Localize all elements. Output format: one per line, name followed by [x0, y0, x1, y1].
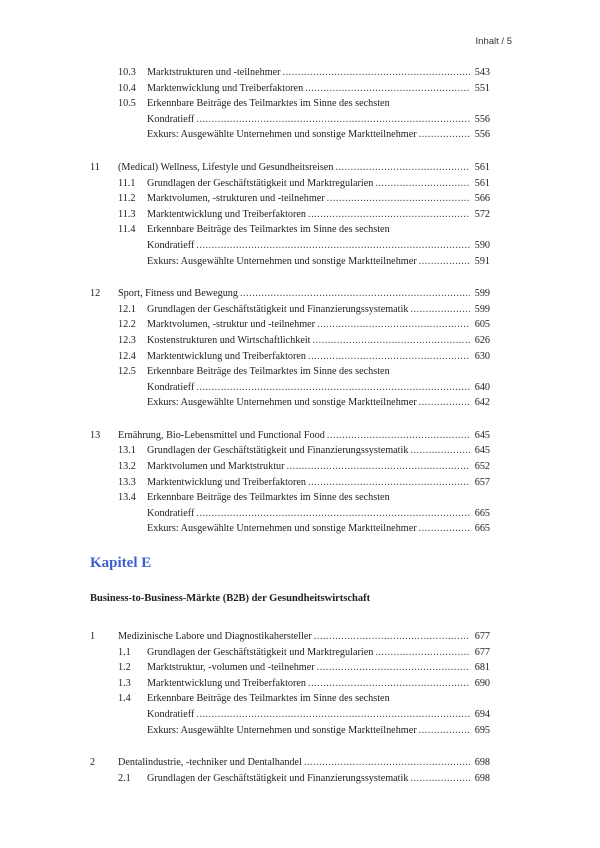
toc-entry-title: Medizinische Labore und Diagnostikahersteller [118, 631, 312, 643]
toc-entry-title: Erkennbare Beiträge des Teilmarktes im Sinne des sechsten [147, 693, 390, 705]
toc-entry-body [147, 691, 490, 707]
toc-entry-body [147, 676, 490, 692]
toc-entry[interactable] [90, 443, 490, 459]
toc-entry[interactable] [90, 254, 490, 270]
toc-entry[interactable] [90, 286, 490, 302]
toc-entry-page: 665 [474, 523, 490, 535]
toc-entry-page: 599 [474, 303, 490, 315]
toc-leader-dots [417, 127, 470, 143]
toc-entry-title: Erkennbare Beiträge des Teilmarktes im Sinne des sechsten [147, 98, 390, 110]
toc-leader-dots [417, 723, 470, 739]
toc-entry-number: 11 [90, 161, 100, 173]
toc-spacer [90, 143, 490, 160]
toc-entry-title: Exkurs: Ausgewählte Unternehmen und sonstige Marktteilnehmer [147, 523, 417, 535]
toc-entry-page: 677 [474, 646, 490, 658]
toc-entry[interactable] [90, 333, 490, 349]
toc-entry-number: 13.1 [118, 445, 136, 457]
toc-entry-page: 566 [474, 193, 490, 205]
toc-entry[interactable] [90, 428, 490, 444]
toc-spacer [90, 411, 490, 428]
toc-entry-page: 695 [474, 724, 490, 736]
toc-leader-dots [333, 160, 470, 176]
toc-leader-dots [238, 286, 470, 302]
toc-leader-dots [408, 443, 470, 459]
toc-entry-body [147, 238, 490, 254]
toc-entry[interactable] [90, 475, 490, 491]
toc-entry-title: Grundlagen der Geschäftstätigkeit und Marktregularien [147, 177, 374, 189]
toc-entry-body [147, 490, 490, 506]
toc-entry[interactable] [90, 707, 490, 723]
toc-leader-dots [325, 191, 470, 207]
toc-leader-dots [194, 506, 470, 522]
toc-entry-page: 590 [474, 239, 490, 251]
toc-entry-body [147, 506, 490, 522]
toc-entry-title: Grundlagen der Geschäftstätigkeit und Finanzierungssystematik [147, 772, 409, 784]
toc-entry-body [147, 333, 490, 349]
toc-entry-body [147, 127, 490, 143]
toc-entry-body [147, 81, 490, 97]
toc-entry-number: 1.3 [118, 677, 131, 689]
toc-entry-title: Marktstrukturen und -teilnehmer [147, 67, 281, 78]
toc-entry-body [147, 112, 490, 128]
toc-entry-body [147, 349, 490, 365]
toc-entry[interactable] [90, 96, 490, 112]
toc-entry-body [147, 521, 490, 537]
toc-entry-number: 10.5 [118, 98, 136, 110]
toc-entry-body [147, 660, 490, 676]
toc-entry-body [147, 302, 490, 318]
toc-entry-body [147, 65, 490, 81]
toc-leader-dots [417, 521, 470, 537]
toc-entry-number: 12.5 [118, 366, 136, 378]
toc-entry-body [118, 629, 490, 645]
toc-entry-title: Kostenstrukturen und Wirtschaftlichkeit [147, 334, 311, 346]
toc-entry-body [147, 96, 490, 112]
toc-leader-dots [306, 207, 470, 223]
toc-entry-page: 556 [474, 129, 490, 141]
toc-entry-number: 12.2 [118, 319, 136, 331]
toc-leader-dots [194, 380, 470, 396]
toc-leader-dots [325, 428, 470, 444]
toc-entry-title: Marktentwicklung und Treiberfaktoren [147, 476, 307, 488]
toc-entry-title: Exkurs: Ausgewählte Unternehmen und sonstige Marktteilnehmer [147, 724, 417, 736]
toc-entry-page: 677 [474, 631, 490, 643]
toc-leader-dots [312, 629, 470, 645]
toc-leader-dots [194, 707, 470, 723]
toc-entry-title: Marktentwicklung und Treiberfaktoren [147, 677, 307, 689]
toc-entry-number: 12.4 [118, 350, 136, 362]
toc-leader-dots [285, 459, 470, 475]
chapter-title: Kapitel E [90, 555, 152, 572]
toc-entry[interactable] [90, 645, 490, 661]
toc-entry-number: 1.1 [118, 646, 131, 658]
toc-entry-number: 11.3 [118, 208, 136, 220]
toc-leader-dots [302, 755, 470, 771]
toc-entry-number: 13.2 [118, 461, 136, 473]
toc-leader-dots [306, 676, 470, 692]
toc-entry[interactable] [90, 176, 490, 192]
toc-entry-number: 2 [90, 757, 96, 769]
toc-entry-number: 13.4 [118, 492, 136, 504]
toc-entry-body [147, 771, 490, 787]
toc-leader-dots [373, 176, 470, 192]
toc-entry-page: 657 [474, 476, 490, 488]
toc-entry-page: 645 [474, 445, 490, 457]
toc-entry-title: Kondratieff [147, 239, 195, 251]
toc-entry[interactable] [90, 191, 490, 207]
toc-entry-title: Erkennbare Beiträge des Teilmarktes im Sinne des sechsten [147, 492, 390, 504]
toc-entry-title: Kondratieff [147, 709, 195, 720]
toc-entry-body [118, 160, 490, 176]
toc-leader-dots [373, 645, 470, 661]
toc-entry-body [118, 286, 490, 302]
toc-entry[interactable] [90, 81, 490, 97]
toc-section-before [90, 65, 490, 537]
toc-entry[interactable] [90, 723, 490, 739]
page-header: Inhalt / 5 [475, 36, 512, 47]
toc-entry-title: Marktvolumen, -strukturen und -teilnehmer [147, 193, 325, 205]
toc-entry[interactable] [90, 160, 490, 176]
toc-entry-page: 572 [474, 208, 490, 220]
toc-entry[interactable] [90, 395, 490, 411]
toc-entry-title: Sport, Fitness und Bewegung [118, 288, 238, 300]
toc-entry-body [147, 317, 490, 333]
toc-entry[interactable] [90, 380, 490, 396]
toc-entry-body [147, 176, 490, 192]
toc-entry-page: 626 [474, 334, 490, 346]
toc-entry[interactable] [90, 629, 490, 645]
toc-entry-title: Exkurs: Ausgewählte Unternehmen und sonstige Marktteilnehmer [147, 397, 417, 409]
toc-leader-dots [408, 771, 470, 787]
toc-entry[interactable] [90, 127, 490, 143]
toc-entry-body [147, 723, 490, 739]
toc-entry-title: Ernährung, Bio-Lebensmittel und Functional Food [118, 429, 325, 441]
toc-entry[interactable] [90, 112, 490, 128]
toc-entry-page: 551 [474, 82, 490, 94]
toc-entry-page: 652 [474, 461, 490, 473]
toc-entry-page: 591 [474, 255, 490, 267]
toc-leader-dots [408, 302, 470, 318]
toc-entry-number: 12.3 [118, 334, 136, 346]
toc-entry-page: 543 [474, 67, 490, 78]
toc-leader-dots [417, 254, 470, 270]
toc-entry-title: Dentalindustrie, -techniker und Dentalhandel [118, 757, 302, 769]
toc-entry-body [147, 380, 490, 396]
toc-entry-title: (Medical) Wellness, Lifestyle und Gesundheitsreisen [118, 161, 334, 173]
toc-spacer [90, 738, 490, 755]
toc-entry-number: 12 [90, 288, 101, 300]
toc-entry-number: 11.4 [118, 224, 136, 236]
toc-entry-title: Marktvolumen und Marktstruktur [147, 461, 285, 473]
toc-entry-page: 642 [474, 397, 490, 409]
toc-leader-dots [315, 317, 470, 333]
toc-entry[interactable] [90, 317, 490, 333]
toc-entry-number: 11.1 [118, 177, 136, 189]
toc-entry-body [147, 207, 490, 223]
toc-entry-page: 690 [474, 677, 490, 689]
toc-entry[interactable] [90, 65, 490, 81]
toc-entry-page: 630 [474, 350, 490, 362]
toc-entry-number: 13 [90, 429, 101, 441]
toc-entry-body [147, 364, 490, 380]
toc-entry-title: Marktentwicklung und Treiberfaktoren [147, 208, 307, 220]
toc-entry-number: 1 [90, 631, 96, 643]
toc-entry-title: Kondratieff [147, 113, 195, 125]
toc-entry-title: Marktentwicklung und Treiberfaktoren [147, 350, 307, 362]
toc-leader-dots [417, 395, 470, 411]
toc-entry-body [147, 254, 490, 270]
toc-leader-dots [315, 660, 470, 676]
toc-entry-body [147, 707, 490, 723]
toc-leader-dots [306, 349, 470, 365]
toc-leader-dots [194, 238, 470, 254]
toc-entry-page: 698 [474, 772, 490, 784]
toc-entry-title: Marktstruktur, -volumen und -teilnehmer [147, 662, 315, 674]
toc-entry[interactable] [90, 506, 490, 522]
toc-entry-body [147, 222, 490, 238]
toc-entry-body [147, 191, 490, 207]
toc-entry-title: Marktenwicklung und Treiberfaktoren [147, 82, 304, 94]
toc-entry-number: 2.1 [118, 772, 131, 784]
toc-entry-page: 561 [474, 177, 490, 189]
toc-entry[interactable] [90, 490, 490, 506]
toc-entry-number: 10.3 [118, 67, 136, 78]
toc-entry-title: Kondratieff [147, 381, 195, 393]
toc-entry-number: 1.4 [118, 693, 131, 705]
toc-entry[interactable] [90, 207, 490, 223]
toc-entry-number: 13.3 [118, 476, 136, 488]
toc-entry-page: 599 [474, 288, 490, 300]
toc-entry[interactable] [90, 238, 490, 254]
toc-entry[interactable] [90, 302, 490, 318]
toc-entry-page: 605 [474, 319, 490, 331]
toc-entry-body [118, 428, 490, 444]
toc-entry[interactable] [90, 364, 490, 380]
toc-entry-title: Exkurs: Ausgewählte Unternehmen und sonstige Marktteilnehmer [147, 255, 417, 267]
chapter-subtitle: Business-to-Business-Märkte (B2B) der Gesundheitswirtschaft [90, 593, 371, 605]
toc-leader-dots [306, 475, 470, 491]
toc-entry[interactable] [90, 691, 490, 707]
toc-entry-page: 645 [474, 429, 490, 441]
toc-entry[interactable] [90, 459, 490, 475]
toc-entry-number: 12.1 [118, 303, 136, 315]
toc-entry-page: 698 [474, 757, 490, 769]
toc-entry-body [147, 395, 490, 411]
toc-entry-page: 556 [474, 113, 490, 125]
toc-entry-title: Marktvolumen, -struktur und -teilnehmer [147, 319, 316, 331]
toc-entry-body [147, 475, 490, 491]
toc-entry-page: 665 [474, 507, 490, 519]
toc-entry[interactable] [90, 676, 490, 692]
toc-entry[interactable] [90, 521, 490, 537]
toc-entry-title: Grundlagen der Geschäftstätigkeit und Finanzierungssystematik [147, 303, 409, 315]
toc-entry[interactable] [90, 349, 490, 365]
toc-leader-dots [194, 112, 470, 128]
toc-entry[interactable] [90, 222, 490, 238]
toc-entry[interactable] [90, 755, 490, 771]
toc-entry-title: Grundlagen der Geschäftstätigkeit und Marktregularien [147, 646, 374, 658]
toc-spacer [90, 269, 490, 286]
toc-entry-page: 640 [474, 381, 490, 393]
toc-entry-number: 11.2 [118, 193, 136, 205]
toc-leader-dots [281, 65, 470, 81]
table-of-contents [90, 65, 490, 786]
toc-entry-number: 1.2 [118, 662, 131, 674]
toc-section-after [90, 629, 490, 786]
toc-entry-title: Erkennbare Beiträge des Teilmarktes im Sinne des sechsten [147, 224, 390, 236]
toc-entry-number: 10.4 [118, 82, 136, 94]
toc-leader-dots [303, 81, 470, 97]
toc-leader-dots [311, 333, 471, 349]
toc-entry-body [147, 443, 490, 459]
toc-entry-title: Kondratieff [147, 507, 195, 519]
toc-entry-body [147, 645, 490, 661]
toc-entry-page: 681 [474, 662, 490, 674]
toc-entry[interactable] [90, 660, 490, 676]
toc-entry-body [147, 459, 490, 475]
toc-entry-page: 561 [474, 161, 490, 173]
toc-entry-title: Grundlagen der Geschäftstätigkeit und Finanzierungssystematik [147, 445, 409, 457]
toc-entry[interactable] [90, 771, 490, 787]
toc-entry-body [118, 755, 490, 771]
toc-entry-page: 694 [474, 709, 490, 720]
toc-entry-title: Erkennbare Beiträge des Teilmarktes im Sinne des sechsten [147, 366, 390, 378]
toc-entry-title: Exkurs: Ausgewählte Unternehmen und sonstige Marktteilnehmer [147, 129, 417, 141]
